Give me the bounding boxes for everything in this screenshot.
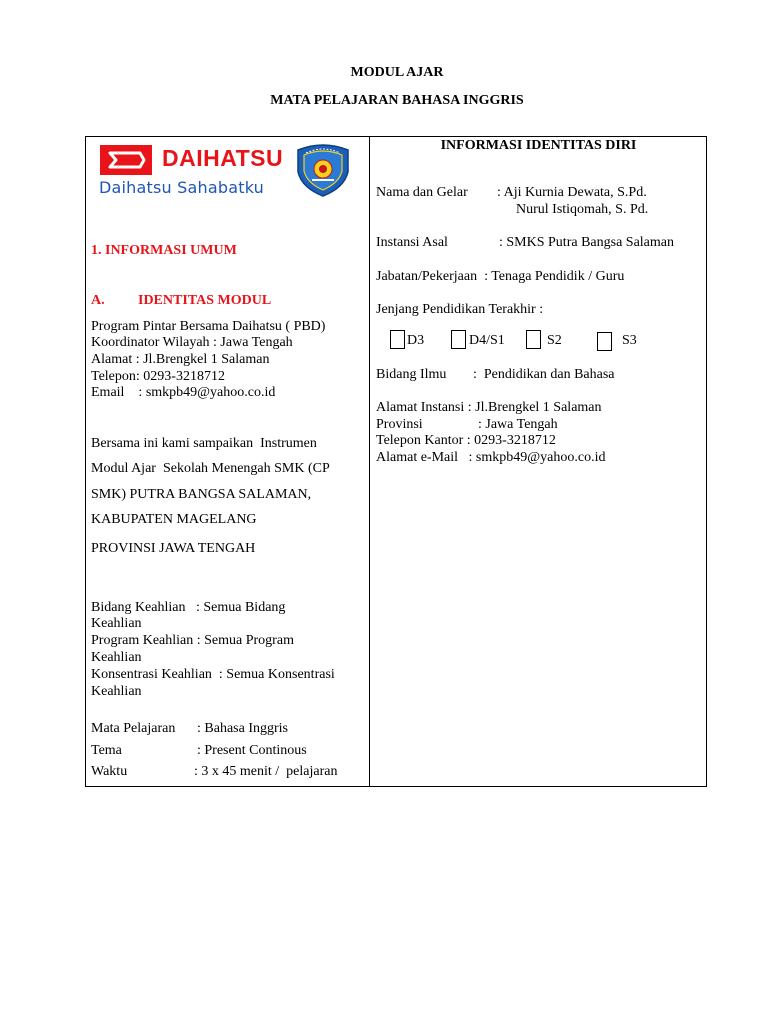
nama-value-1: : Aji Kurnia Dewata, S.Pd. bbox=[497, 185, 647, 200]
checkbox-s2[interactable] bbox=[526, 330, 541, 349]
checkbox-d3[interactable] bbox=[390, 330, 405, 349]
checkbox-s3[interactable] bbox=[597, 332, 612, 351]
document-subtitle: MATA PELAJARAN BAHASA INGGRIS bbox=[270, 93, 524, 108]
tema-value: : Present Continous bbox=[197, 743, 307, 758]
koordinator-text: Koordinator Wilayah : Jawa Tengah bbox=[91, 335, 293, 350]
column-divider bbox=[369, 136, 370, 787]
program-text: Program Pintar Bersama Daihatsu ( PBD) bbox=[91, 319, 326, 334]
school-emblem-icon bbox=[292, 142, 354, 198]
bidang-keahlian-line-1: Bidang Keahlian : Semua Bidang bbox=[91, 600, 286, 615]
section-identitas-modul: IDENTITAS MODUL bbox=[138, 293, 272, 308]
mapel-label: Mata Pelajaran bbox=[91, 721, 176, 736]
option-label-d4-s1: D4/S1 bbox=[469, 333, 505, 348]
provinsi-value: : Jawa Tengah bbox=[478, 417, 558, 432]
jabatan-text: Jabatan/Pekerjaan : Tenaga Pendidik / Guru bbox=[376, 269, 625, 284]
provinsi-label: Provinsi bbox=[376, 417, 423, 432]
brand-name: DAIHATSU bbox=[162, 145, 284, 171]
konsentrasi-line-1: Konsentrasi Keahlian : Semua Konsentrasi bbox=[91, 667, 335, 682]
alamat-text: Alamat : Jl.Brengkel 1 Salaman bbox=[91, 352, 270, 367]
section-informasi-umum: 1. INFORMASI UMUM bbox=[91, 243, 237, 258]
program-keahlian-line-1: Program Keahlian : Semua Program bbox=[91, 633, 294, 648]
alamat-email-text: Alamat e-Mail : smkpb49@yahoo.co.id bbox=[376, 450, 606, 465]
tema-label: Tema bbox=[91, 743, 122, 758]
telepon-text: Telepon: 0293-3218712 bbox=[91, 369, 225, 384]
section-a-letter: A. bbox=[91, 293, 105, 308]
instansi-value: : SMKS Putra Bangsa Salaman bbox=[499, 235, 674, 250]
paragraph-line-3: SMK) PUTRA BANGSA SALAMAN, bbox=[91, 487, 312, 502]
document-title: MODUL AJAR bbox=[350, 65, 444, 80]
email-text: Email : smkpb49@yahoo.co.id bbox=[91, 385, 276, 400]
option-label-s2: S2 bbox=[547, 333, 562, 348]
bidang-keahlian-line-2: Keahlian bbox=[91, 616, 142, 631]
option-label-d3: D3 bbox=[407, 333, 425, 348]
paragraph-line-2: Modul Ajar Sekolah Menengah SMK (CP bbox=[91, 461, 330, 476]
program-keahlian-line-2: Keahlian bbox=[91, 650, 142, 665]
waktu-value: : 3 x 45 menit / pelajaran bbox=[194, 764, 338, 779]
konsentrasi-line-2: Keahlian bbox=[91, 684, 142, 699]
mapel-value: : Bahasa Inggris bbox=[197, 721, 288, 736]
jenjang-text: Jenjang Pendidikan Terakhir : bbox=[376, 302, 544, 317]
telepon-kantor-text: Telepon Kantor : 0293-3218712 bbox=[376, 433, 556, 448]
bidang-ilmu-value: : Pendidikan dan Bahasa bbox=[473, 367, 615, 382]
nama-value-2: Nurul Istiqomah, S. Pd. bbox=[516, 202, 649, 217]
checkbox-d4-s1[interactable] bbox=[451, 330, 466, 349]
paragraph-line-1: Bersama ini kami sampaikan Instrumen bbox=[91, 436, 317, 451]
paragraph-line-4: KABUPATEN MAGELANG bbox=[91, 512, 257, 527]
brand-tagline: Daihatsu Sahabatku bbox=[99, 178, 265, 197]
bidang-ilmu-label: Bidang Ilmu bbox=[376, 367, 447, 382]
instansi-label: Instansi Asal bbox=[376, 235, 448, 250]
daihatsu-logo-icon bbox=[100, 145, 152, 175]
right-heading: INFORMASI IDENTITAS DIRI bbox=[440, 138, 637, 153]
waktu-label: Waktu bbox=[91, 764, 128, 779]
nama-label: Nama dan Gelar bbox=[376, 185, 468, 200]
alamat-instansi-text: Alamat Instansi : Jl.Brengkel 1 Salaman bbox=[376, 400, 602, 415]
option-label-s3: S3 bbox=[622, 333, 637, 348]
paragraph-line-5: PROVINSI JAWA TENGAH bbox=[91, 541, 256, 556]
